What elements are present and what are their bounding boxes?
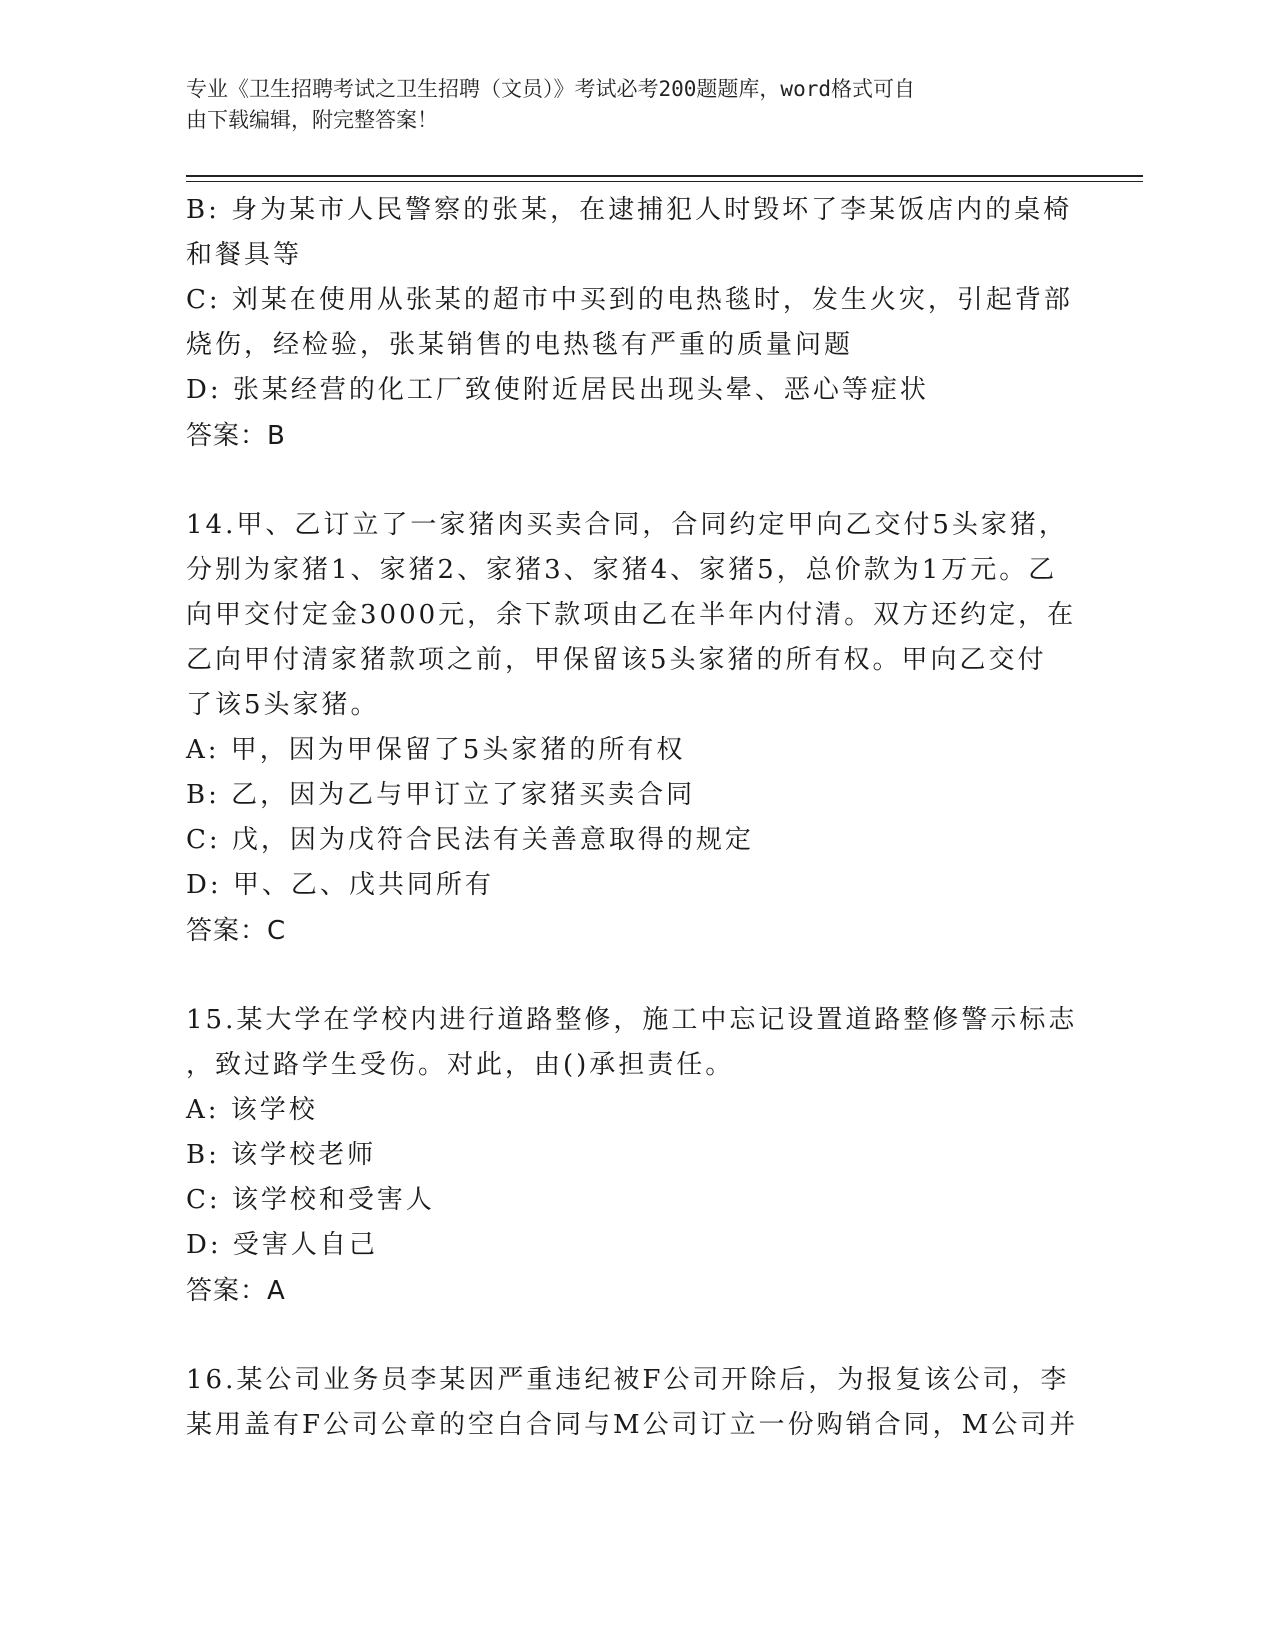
option-b-line-1: B: 身为某市人民警察的张某，在逮捕犯人时毁坏了李某饭店内的桌椅 <box>186 195 1073 225</box>
option-c-line-2: 烧伤，经检验，张某销售的电热毯有严重的质量问题 <box>186 330 854 360</box>
answer: 答案：C <box>186 916 287 946</box>
answer: 答案：B <box>186 421 286 451</box>
option-c: C: 戊，因为戊符合民法有关善意取得的规定 <box>186 825 754 855</box>
option-a: A: 该学校 <box>186 1095 318 1125</box>
header-rule-thick <box>186 175 1143 177</box>
option-d: D: 甲、乙、戊共同所有 <box>186 870 494 900</box>
question-text-line-2: 分别为家猪1、家猪2、家猪3、家猪4、家猪5，总价款为1万元。乙 <box>186 555 1058 585</box>
question-text-line-2: 某用盖有F公司公章的空白合同与M公司订立一份购销合同，M公司并 <box>186 1410 1079 1440</box>
option-d: D: 张某经营的化工厂致使附近居民出现头晕、恶心等症状 <box>186 375 929 405</box>
option-c: C: 该学校和受害人 <box>186 1185 435 1215</box>
option-b: B: 该学校老师 <box>186 1140 377 1170</box>
question-text-line-3: 向甲交付定金3000元，余下款项由乙在半年内付清。双方还约定，在 <box>186 600 1077 630</box>
answer: 答案：A <box>186 1276 286 1306</box>
option-c-line-1: C: 刘某在使用从张某的超市中买到的电热毯时，发生火灾，引起背部 <box>186 285 1073 315</box>
question-text-line-1: 15.某大学在学校内进行道路整修，施工中忘记设置道路整修警示标志 <box>186 1005 1078 1035</box>
document-header <box>186 74 1066 136</box>
header-line-2: 由下载编辑，附完整答案！ <box>186 108 438 132</box>
option-b: B: 乙，因为乙与甲订立了家猪买卖合同 <box>186 780 696 810</box>
question-13 <box>186 188 1086 459</box>
question-16 <box>186 1358 1086 1448</box>
question-text-line-2: ，致过路学生受伤。对此，由()承担责任。 <box>186 1050 735 1080</box>
document-body <box>186 188 1086 1448</box>
option-a: A: 甲，因为甲保留了5头家猪的所有权 <box>186 735 686 765</box>
question-text-line-5: 了该5头家猪。 <box>186 690 380 720</box>
question-text-line-1: 14.甲、乙订立了一家猪肉买卖合同，合同约定甲向乙交付5头家猪， <box>186 510 1068 540</box>
option-b-line-2: 和餐具等 <box>186 240 303 270</box>
header-line-1: 专业《卫生招聘考试之卫生招聘（文员）》考试必考200题题库，word格式可自 <box>186 77 915 101</box>
question-15 <box>186 998 1086 1314</box>
question-14 <box>186 503 1086 954</box>
question-text-line-1: 16.某公司业务员李某因严重违纪被F公司开除后，为报复该公司，李 <box>186 1365 1070 1395</box>
option-d: D: 受害人自己 <box>186 1230 378 1260</box>
question-text-line-4: 乙向甲付清家猪款项之前，甲保留该5头家猪的所有权。甲向乙交付 <box>186 645 1047 675</box>
header-rule-thin <box>186 181 1143 182</box>
